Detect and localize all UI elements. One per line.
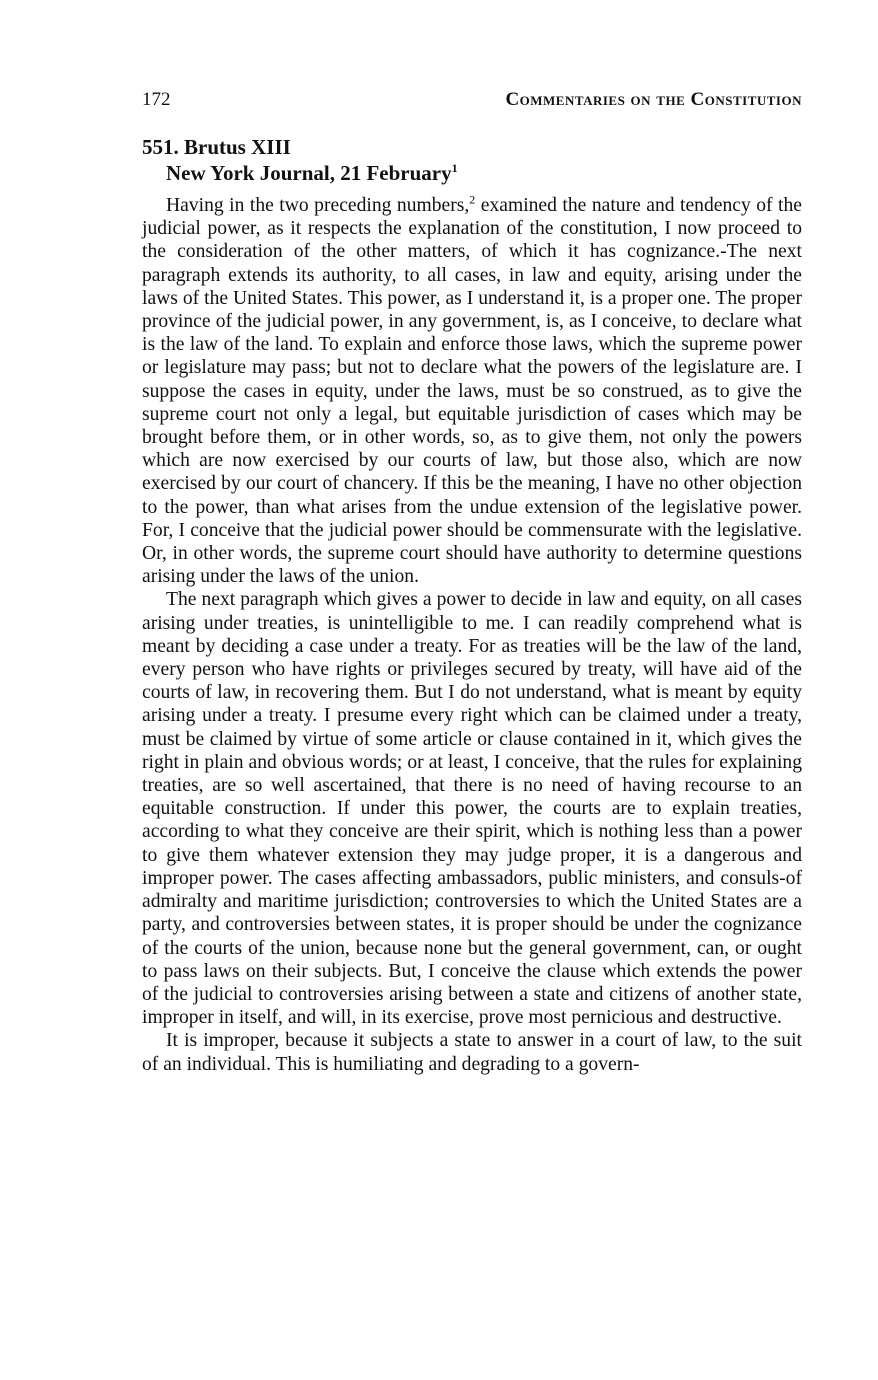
paragraph-3: It is improper, because it subjects a state to answer in a court of law, to the suit of an individual. This is humiliating and degrading to a govern- [142,1030,802,1075]
running-title: Commentaries on the Constitution [505,89,802,110]
running-header [142,88,802,112]
paragraph-1-start: Having in the two preceding numbers, [166,195,470,216]
source-text: New York Journal, 21 February [166,161,452,185]
page-number: 172 [142,89,171,110]
document-number: 551. [142,135,179,159]
document-title: Brutus XIII [184,135,291,159]
footnote-marker: 1 [451,161,458,175]
book-page [142,88,802,1076]
footnote-marker: 2 [469,192,476,207]
paragraph-1 [142,194,802,588]
paragraph-1-rest: examined the nature and tendency of the judicial power, as it respects the explanation of the constitution, I now proceed to the consideration of the other matters, of which it has cognizance.-The next paragraph extends its authority, to all cases, in law and equity, arising under the laws of the United States. This power, as I understand it, is a proper one. The proper province of the judicial power, in any government, is, as I conceive, to declare what is the law of the land. To explain and enforce those laws, which the supreme power or legislature may pass; but not to declare what the powers of the legislature are. I suppose the cases in equity, under the laws, must be so construed, as to give the supreme court not only a legal, but equitable jurisdiction of cases which may be brought before them, or in other words, so, as to give them, not only the powers which are now exercised by our courts of law, but those also, which are now exercised by our court of chancery. If this be the meaning, I have no other objection to the power, than what arises from the undue extension of the legislative power. For, I conceive that the judicial power should be commensurate with the legislative. Or, in other words, the supreme court should have authority to determine questions arising under the laws of the union. [142,195,802,588]
body-text [142,194,802,1076]
document-source [142,160,802,186]
document-heading [142,134,802,160]
paragraph-2: The next paragraph which gives a power to decide in law and equity, on all cases arising under treaties, is unintelligible to me. I can readily comprehend what is meant by deciding a case under a treaty. For as treaties will be the law of the land, every person who have rights or privileges secured by treaty, will have aid of the courts of law, in recovering them. But I do not understand, what is meant by equity arising under a treaty. I presume every right which can be claimed under a treaty, must be claimed by virtue of some article or clause contained in it, which gives the right in plain and obvious words; or at least, I conceive, that the rules for explaining treaties, are so well ascertained, that there is no need of having recourse to an equitable construction. If under this power, the courts are to explain treaties, according to what they conceive are their spirit, which is nothing less than a power to give them whatever extension they may judge proper, it is a dangerous and improper power. The cases affecting ambassadors, public ministers, and consuls-of admiralty and maritime jurisdiction; controversies to which the United States are a party, and controversies between states, it is proper should be under the cognizance of the courts of the union, because none but the general government, can, or ought to pass laws on their subjects. But, I conceive the clause which extends the power of the judicial to controversies arising between a state and citizens of another state, improper in itself, and will, in its exercise, prove most pernicious and destructive. [142,589,802,1029]
